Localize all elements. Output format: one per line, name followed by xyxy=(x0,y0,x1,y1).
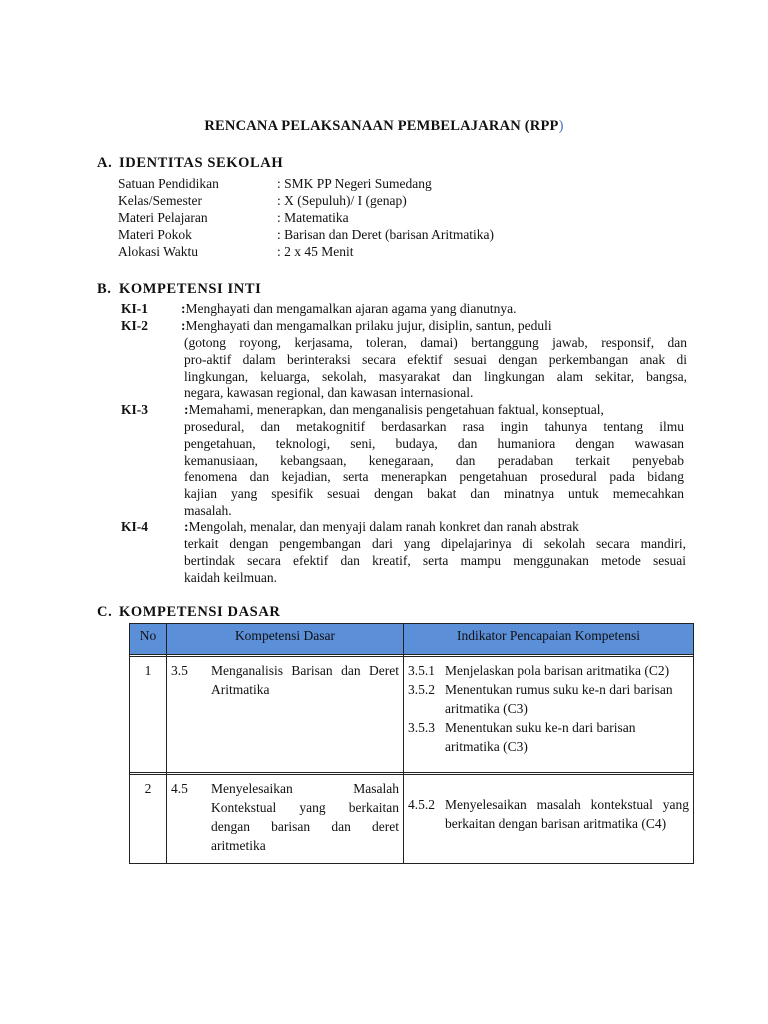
identity-value: : Matematika xyxy=(277,210,349,225)
ki-2-first-line xyxy=(181,317,552,334)
ki-line: lingkungan, keluarga, sekolah, masyarakat dan lingkungan alam sekitar, bangsa, xyxy=(184,368,687,384)
row-no: 2 xyxy=(130,775,167,864)
ki-3-first-line xyxy=(184,401,604,418)
kd-number: 4.5 xyxy=(171,781,188,796)
identity-label: Materi Pelajaran xyxy=(118,210,208,225)
section-c-heading xyxy=(97,604,280,621)
ki-1-label: KI-1 xyxy=(121,301,148,316)
section-a-letter: A. xyxy=(97,155,113,171)
ki-line: pro-aktif dalam berinteraksi secara efektif sesuai dengan perkembangan anak di xyxy=(184,351,687,367)
row-kd xyxy=(167,657,404,773)
indicator-item xyxy=(408,795,689,833)
table-header-row xyxy=(130,624,694,655)
section-a-heading xyxy=(97,155,283,172)
indicator-text: Menyelesaikan masalah kontekstual yang berkaitan dengan barisan aritmatika (C4) xyxy=(445,797,689,831)
ki-line: kaidah keilmuan. xyxy=(184,569,277,585)
document-title-text: RENCANA PELAKSANAAN PEMBELAJARAN (RPP xyxy=(204,118,559,134)
indicator-number: 3.5.3 xyxy=(408,720,435,735)
identity-label: Materi Pokok xyxy=(118,227,192,242)
ki-line: pengetahuan, teknologi, seni, budaya, dan humaniora dengan wawasan xyxy=(184,435,684,451)
kompetensi-dasar-table xyxy=(129,623,694,864)
ki-4-label: KI-4 xyxy=(121,519,148,534)
ki-line: bertindak secara efektif dan kreatif, serta mampu menggunakan metode sesuai xyxy=(184,552,686,568)
ki-line: kajian yang spesifik sesuai dengan bakat dan minatnya untuk memecahkan xyxy=(184,486,684,502)
ki-2-label: KI-2 xyxy=(121,318,148,333)
header-no: No xyxy=(130,624,167,655)
ki-line: kemanusiaan, kebangsaan, kenegaraan, dan peradaban terkait penyebab xyxy=(184,452,684,468)
ki-4-first-line xyxy=(184,518,579,535)
ki-colon: : xyxy=(184,402,189,417)
table-row xyxy=(130,657,694,773)
identity-label: Alokasi Waktu xyxy=(118,244,199,259)
ki-line: negara, kawasan regional, dan kawasan internasional. xyxy=(184,385,474,401)
ki-4-text xyxy=(184,535,686,585)
identity-label: Satuan Pendidikan xyxy=(118,176,219,191)
ki-3-label: KI-3 xyxy=(121,402,148,417)
section-b-heading xyxy=(97,281,261,298)
identity-value: : Barisan dan Deret (barisan Aritmatika) xyxy=(277,227,495,242)
row-kd xyxy=(167,775,404,864)
ki-2-text xyxy=(184,334,687,401)
indicator-text: Menjelaskan pola barisan aritmatika (C2) xyxy=(445,663,670,678)
row-indicators xyxy=(404,657,694,773)
ki-line: Mengolah, menalar, dan menyaji dalam ranah konkret dan ranah abstrak xyxy=(188,519,579,534)
identity-label: Kelas/Semester xyxy=(118,193,202,208)
ki-line: (gotong royong, kerjasama, toleran, damai) bertanggung jawab, responsif, dan xyxy=(184,335,687,350)
row-indicators xyxy=(404,775,694,864)
header-kompetensi-dasar: Kompetensi Dasar xyxy=(167,624,404,655)
ki-colon: : xyxy=(181,318,186,333)
identity-value: : SMK PP Negeri Sumedang xyxy=(277,176,432,191)
identity-value: : 2 x 45 Menit xyxy=(277,244,354,259)
ki-line: prosedural, dan metakognitif berdasarkan rasa ingin tahunya tentang ilmu xyxy=(184,419,684,434)
ki-colon: : xyxy=(184,519,189,534)
indicator-number: 4.5.2 xyxy=(408,797,435,812)
indicator-text: Menentukan suku ke-n dari barisan aritmatika (C3) xyxy=(445,720,636,754)
section-c-title: KOMPETENSI DASAR xyxy=(119,604,281,620)
kd-text: Menganalisis Barisan dan Deret Aritmatika xyxy=(211,663,399,697)
ki-line: terkait dengan pengembangan dari yang dipelajarinya di sekolah secara mandiri, xyxy=(184,536,686,551)
identity-value: : X (Sepuluh)/ I (genap) xyxy=(277,193,407,208)
row-no: 1 xyxy=(130,657,167,773)
section-b-letter: B. xyxy=(97,281,112,297)
document-title-paren: ) xyxy=(558,118,564,134)
document-title xyxy=(0,118,768,135)
section-c-letter: C. xyxy=(97,604,113,620)
ki-3-text xyxy=(184,418,684,519)
indicator-item xyxy=(408,718,689,756)
ki-line: Memahami, menerapkan, dan menganalisis pengetahuan faktual, konseptual, xyxy=(188,402,604,417)
section-a-title: IDENTITAS SEKOLAH xyxy=(119,155,284,171)
kd-number: 3.5 xyxy=(171,663,188,678)
indicator-number: 3.5.2 xyxy=(408,682,435,697)
ki-line: fenomena dan kejadian, serta menerapkan pengetahuan prosedural pada bidang xyxy=(184,469,684,485)
ki-line: Menghayati dan mengamalkan ajaran agama yang dianutnya. xyxy=(185,301,517,316)
ki-line: Menghayati dan mengamalkan prilaku jujur, disiplin, santun, peduli xyxy=(185,318,552,333)
section-b-title: KOMPETENSI INTI xyxy=(119,281,262,297)
header-indikator: Indikator Pencapaian Kompetensi xyxy=(404,624,694,655)
ki-colon: : xyxy=(181,301,186,316)
ki-1-text xyxy=(181,300,517,317)
table-row xyxy=(130,775,694,864)
indicator-item xyxy=(408,680,689,718)
indicator-item xyxy=(408,661,689,680)
indicator-number: 3.5.1 xyxy=(408,663,435,678)
ki-line: masalah. xyxy=(184,502,232,518)
indicator-text: Menentukan rumus suku ke-n dari barisan aritmatika (C3) xyxy=(445,682,673,716)
kd-text: Menyelesaikan Masalah Kontekstual yang berkaitan dengan barisan dan deret aritmetika xyxy=(211,781,399,853)
